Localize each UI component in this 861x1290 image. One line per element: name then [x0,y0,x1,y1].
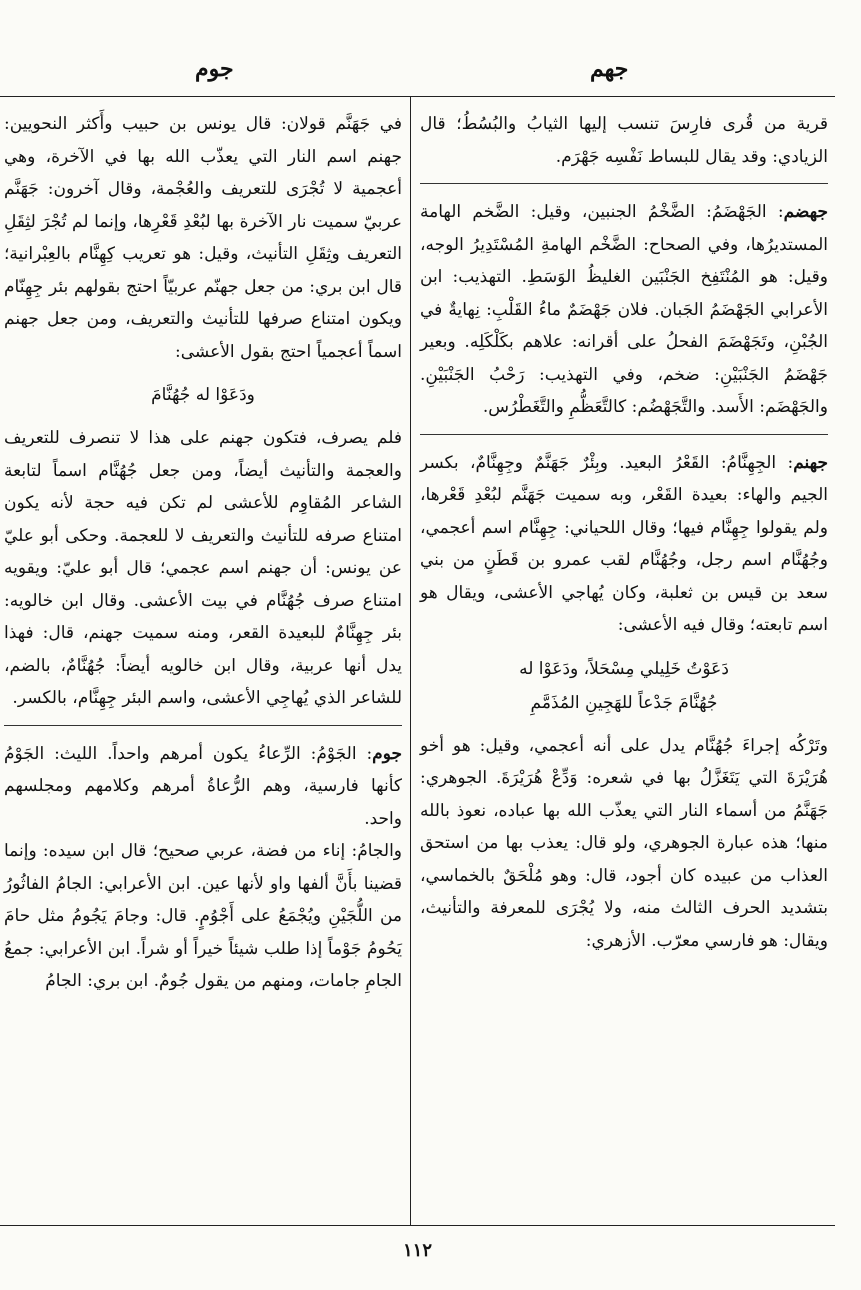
verse-line-2: جُهُنَّامَ جَدْعاً للهَجِينِ المُذَمَّمِ [530,692,718,713]
entry-body: : الجِهِنَّامُ: القَعْرُ البعيد. وبِئْرٌ جَهَنَّمٌ وجِهِنَّامٌ، بكسر الجيم والهاء: بعيدة القَعْر، وبه سميت جَهَنَّم لبُعْدِ قَعْرها، ولم يقولوا جِهِنَّام فيها؛ وقال اللحياني: جِهِنَّام اسم أعجمي، وجُهُنَّام اسم رجل، وجُهُنَّام لقب عمرو بن قَطَنٍ من بني سعد بن قيس بن ثعلبة، وكان يُهاجي الأعشى، ويقال هو اسم تابعته؛ وقال فيه الأعشى: [420,452,828,635]
left-paragraph-2: فلم يصرف، فتكون جهنم على هذا لا تنصرف للتعريف والعجمة والتأنيث أيضاً، ومن جعل جُهُنَّام اسماً لتابعة الشاعر المُقاوِم للأعشى لم تكن فيه حجة لأنه يكون امتناع صرفه للتأنيث والتعريف لا للعجمة. وحكى أبو عليّ عن يونس: أن جهنم اسم عجمي؛ قال أبو عليّ: ويقويه امتناع صرف جُهُنَّام في بيت الأعشى. وقال ابن خالويه: بئر جِهِنَّامٌ للبعيدة القعر، ومنه سميت جهنم، قال: فهذا يدل أنها عربية، وقال ابن خالويه أيضاً: جُهُنَّامٌ، بالضم، للشاعر الذي يُهاجِي الأعشى، واسم البئر جِهِنَّام، بالكسر. [4,428,402,708]
entry-body: : الجَوْمُ: الرِّعاءُ يكون أمرهم واحداً. الليث: الجَوْمُ كأنها فارسية، وهم الرُّعاةُ أمرهم وكلامهم ومجلسهم واحد. [4,743,402,829]
entry-jahnam [420,447,828,642]
column-divider [410,97,411,1225]
running-header-left: جوم [195,56,234,82]
entry-divider [420,434,828,435]
right-paragraph-after-verse: وتَرْكُه إجراءَ جُهُنَّام يدل على أنه أعجمي، وقيل: هو أخو هُرَيْرَةَ التي يَتَغَزَّلُ بها في شعره: وَدِّعْ هُرَيْرَةَ. الجوهري: جَهَنَّمُ من أسماء النار التي يعذّب الله بها عباده، نعوذ بالله منها؛ هذه عبارة الجوهري، ولو قال: يعذب بها من استحق العذاب من عبيده كان أجود، قال: وهو مُلْحَقٌ بالخماسي، بتشديد الحرف الثالث منه، ولا يُجْرَى للمعرفة والتأنيث، ويقال: هو فارسي معرّب. الأزهري: [420,735,828,951]
running-header-right: جهم [590,56,629,82]
entry-headword: جوم [372,743,402,764]
page-number: ١١٢ [402,1240,432,1261]
left-paragraph-3: والجامُ: إناء من فضة، عربي صحيح؛ قال ابن سيده: وإنما قضينا بأَنَّ ألفها واو لأنها عين. ابن الأعرابي: الجامُ الفاثُورُ من اللُّجَيْنِ ويُجْمَعُ على أَجْوُمٍ. قال: وجامَ يَجُومُ مثل حامَ يَحُومُ جَوْماً إذا طلب شيئاً خيراً أو شراً. ابن الأعرابي: جمعُ الجامِ جامات، ومنهم من يقول جُومٌ. ابن بري: الجامُ [4,841,402,991]
entry-headword: جهضم [783,202,828,222]
footer-rule [0,1225,835,1226]
right-paragraph-1: قرية من قُرى فارِسَ تنسب إليها الثيابُ والبُسُطُ؛ قال الزيادي: وقد يقال للبساط نَفْسِه جَهْرَم. [420,114,828,167]
entry-jawm [4,738,402,836]
right-column [420,108,828,957]
poem-verse [4,378,402,412]
entry-body: : الجَهْضَمُ: الضَّخْمُ الجنبين، وقيل: الضَّخم الهامة المستديرُها، وفي الصحاح: الضَّخْم الهامةِ المُسْتَدِيرُ الوجه، وقيل: هو المُنْتَفِخ الجَنْبَين الغليظُ الوَسَطِ. التهذيب: ابن الأعرابي الجَهْضَمُ الجَبان. فلان جَهْضَمٌ ماءُ القَلْبِ: نِهايةٌ في الجُبْنِ، وتَجَهْضَمَ الفحلُ على أقرانه: علاهم بكَلْكَلِه. وبعير جَهْضَمُ الجَنْبَيْنِ: ضخم، وفي التهذيب: رَحْبُ الجَنْبَيْنِ. والجَهْضَم: الأَسد. والتَّجَهْضُم: كالتَّعَظُّمِ والتَّغَطْرُس. [420,202,828,417]
left-paragraph-1: في جَهَنَّم قولان: قال يونس بن حبيب وأَكثر النحويين: جهنم اسم النار التي يعذّب الله بها في الآخرة، وهي أعجمية لا تُجْرَى للتعريف والعُجْمة، وقال آخرون: جَهَنَّم عربيّ سميت نار الآخرة بها لبُعْدِ قَعْرِها، وإنما لم تُجْرَ لثِقَلِ التعريف وثِقَلِ التأنيث، وقيل: هو تعريب كِهِنَّام بالعِبْرانية؛ قال ابن بري: من جعل جهنّم عربيّاً احتج بقولهم بئر جِهِنّام ويكون امتناع صرفها للتأنيث والتعريف، ومن جعل جهنم اسماً أعجمياً احتج بقول الأعشى: [4,114,402,362]
verse-line-1: دَعَوْتُ خَلِيلي مِسْحَلاً، ودَعَوْا له [519,658,729,679]
verse-line: ودَعَوْا له جُهُنَّامَ [151,385,255,405]
header-rule [0,96,835,97]
poem-verse [420,652,828,720]
entry-divider [420,183,828,184]
entry-divider [4,725,402,726]
entry-jahdam [420,196,828,424]
left-column [4,108,402,998]
entry-headword: جهنم [793,452,828,473]
